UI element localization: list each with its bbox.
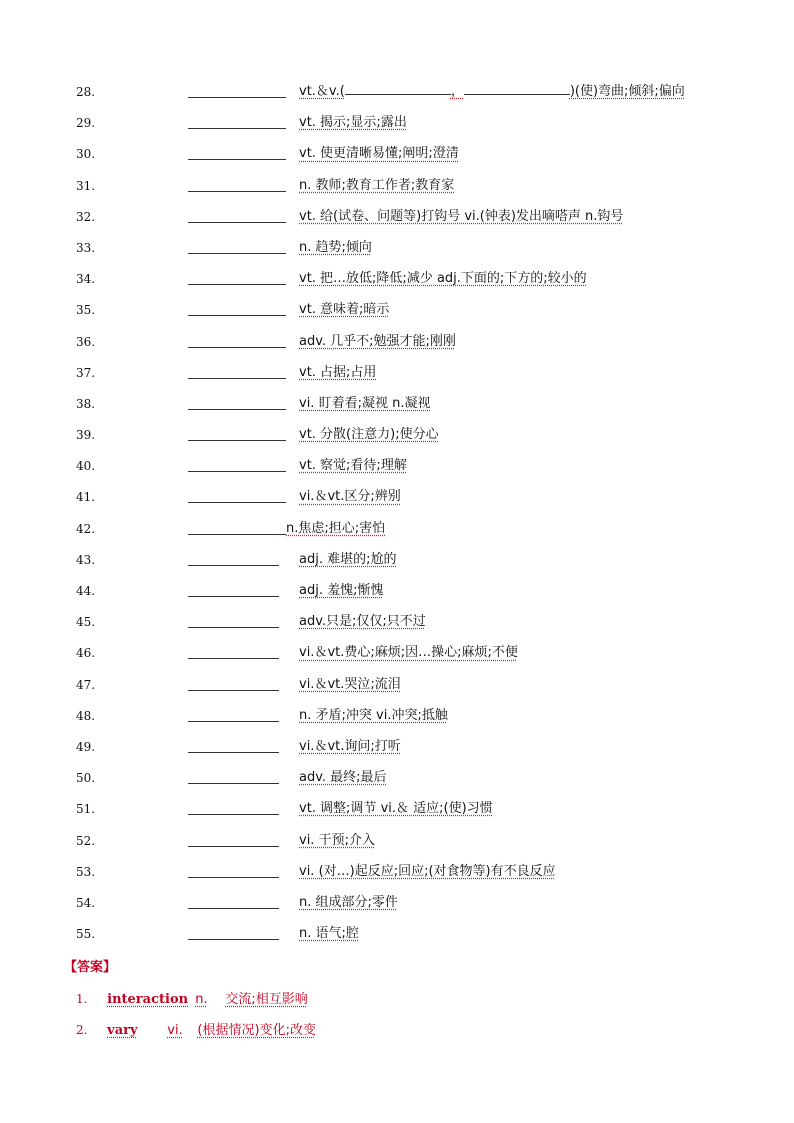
item-definition: vi. 干预;介入	[299, 832, 375, 848]
answer-blank[interactable]	[188, 222, 286, 223]
item-number: 54.	[76, 895, 96, 910]
answer-blank[interactable]	[188, 471, 286, 472]
item-definition: adv. 最终;最后	[299, 770, 387, 786]
list-item	[0, 82, 794, 113]
item-definition: vi.＆vt.区分;辨别	[299, 489, 401, 505]
item-definition: vt. 使更清晰易懂;阐明;澄清	[299, 146, 459, 162]
item-number: 34.	[76, 272, 96, 287]
answer-blank[interactable]	[188, 908, 279, 909]
item-definition: vt. 意味着;暗示	[299, 302, 390, 318]
answer-blank[interactable]	[188, 409, 286, 410]
item-definition: vi. (对…)起反应;回应;(对食物等)有不良反应	[299, 863, 556, 879]
item-definition: vt. 察觉;看待;理解	[299, 458, 407, 474]
list-item	[0, 300, 794, 331]
answer-blank[interactable]	[188, 721, 279, 722]
list-item	[0, 612, 794, 643]
item-definition: vi. 盯着看;凝视 n.凝视	[299, 395, 431, 411]
item-number: 41.	[76, 490, 96, 505]
list-item	[0, 550, 794, 581]
item-number: 35.	[76, 303, 96, 318]
list-item	[0, 799, 794, 830]
list-item	[0, 893, 794, 924]
answer-meaning: (根据情况)变化;改变	[197, 1023, 316, 1038]
list-item	[0, 363, 794, 394]
item-number: 36.	[76, 334, 96, 349]
item-number: 49.	[76, 739, 96, 754]
item-definition: adj. 羞愧;惭愧	[299, 583, 384, 598]
item-number: 29.	[76, 116, 96, 131]
answer-part-of-speech: vi.	[167, 1023, 183, 1038]
item-number: 47.	[76, 677, 96, 692]
item-definition: vt. 把…放低;降低;减少 adj.下面的;下方的;较小的	[299, 271, 587, 287]
item-definition: vt. 分散(注意力);使分心	[299, 427, 439, 443]
item-number: 45.	[76, 615, 96, 630]
item-definition: vi.＆vt.询问;打听	[299, 738, 401, 754]
item-number: 40.	[76, 459, 96, 474]
item-number: 48.	[76, 708, 96, 723]
answer-blank[interactable]	[188, 596, 279, 597]
answer-blank[interactable]	[188, 814, 279, 815]
item-definition: vi.＆vt.哭泣;流泪	[299, 676, 401, 692]
answer-blank[interactable]	[188, 97, 286, 98]
list-item	[0, 862, 794, 893]
list-item	[0, 581, 794, 612]
answer-blank[interactable]	[188, 534, 286, 535]
item-definition: vt. 调整;调节 vi.＆ 适应;(使)习惯	[299, 801, 493, 817]
item-definition: vt. 揭示;显示;露出	[299, 115, 407, 131]
list-item	[0, 643, 794, 674]
item-number: 46.	[76, 646, 96, 661]
answer-blank[interactable]	[188, 690, 279, 691]
answer-number: 2.	[76, 1023, 88, 1037]
item-number: 31.	[76, 178, 96, 193]
answer-blank[interactable]	[188, 939, 279, 940]
list-item	[0, 144, 794, 175]
answer-part-of-speech: n.	[195, 992, 208, 1007]
answer-blank[interactable]	[188, 846, 279, 847]
item-number: 33.	[76, 240, 96, 255]
list-item	[0, 487, 794, 518]
list-item	[0, 394, 794, 425]
item-definition: vt. 给(试卷、问题等)打钩号 vi.(钟表)发出嘀嗒声 n.钩号	[299, 208, 624, 224]
list-item	[0, 924, 794, 955]
item-definition: vt.＆v.( ， )(使)弯曲;倾斜;偏向	[299, 84, 685, 99]
list-item	[0, 113, 794, 144]
answer-blank[interactable]	[188, 440, 286, 441]
answer-blank[interactable]	[188, 253, 286, 254]
item-definition: n.焦虑;担心;害怕	[286, 520, 386, 536]
item-number: 51.	[76, 802, 96, 817]
list-item	[0, 269, 794, 300]
list-item	[0, 675, 794, 706]
vocabulary-list	[0, 82, 794, 955]
answer-blank[interactable]	[188, 502, 286, 503]
answer-blank[interactable]	[188, 159, 286, 160]
answer-number: 1.	[76, 992, 88, 1006]
answer-blank[interactable]	[188, 128, 286, 129]
item-definition: n. 语气;腔	[299, 926, 359, 942]
item-number: 44.	[76, 584, 96, 598]
item-definition: n. 教师;教育工作者;教育家	[299, 177, 455, 193]
answer-blank[interactable]	[188, 658, 279, 659]
item-number: 53.	[76, 864, 96, 879]
answer-blank[interactable]	[188, 191, 286, 192]
list-item	[0, 456, 794, 487]
item-definition: vi.＆vt.费心;麻烦;因…操心;麻烦;不便	[299, 645, 518, 661]
answer-blank[interactable]	[188, 627, 279, 628]
answer-blank[interactable]	[188, 284, 286, 285]
list-item	[0, 831, 794, 862]
item-number: 37.	[76, 365, 96, 380]
answer-blank[interactable]	[188, 783, 279, 784]
item-number: 52.	[76, 833, 96, 848]
item-number: 38.	[76, 396, 96, 411]
answer-blank[interactable]	[188, 347, 286, 348]
item-number: 32.	[76, 209, 96, 224]
item-number: 28.	[76, 85, 96, 99]
item-definition: n. 趋势;倾向	[299, 239, 372, 255]
answer-word: interaction	[107, 992, 189, 1007]
list-item	[0, 706, 794, 737]
answer-blank[interactable]	[188, 565, 279, 566]
answer-heading: 【答案】	[64, 960, 117, 975]
list-item	[0, 768, 794, 799]
item-definition: vt. 占据;占用	[299, 364, 377, 380]
list-item	[0, 519, 794, 550]
item-definition: adv.只是;仅仅;只不过	[299, 614, 426, 630]
item-number: 30.	[76, 147, 96, 162]
item-number: 43.	[76, 552, 96, 567]
item-definition: n. 组成部分;零件	[299, 894, 398, 910]
answer-blank[interactable]	[464, 82, 570, 95]
answer-word: vary	[107, 1023, 138, 1038]
item-number: 50.	[76, 771, 96, 786]
item-definition: adv. 几乎不;勉强才能;刚刚	[299, 333, 456, 349]
item-number: 55.	[76, 927, 96, 942]
list-item	[0, 332, 794, 363]
answer-blank[interactable]	[188, 315, 286, 316]
list-item	[0, 238, 794, 269]
answer-meaning: 交流;相互影响	[225, 992, 308, 1007]
list-item	[0, 176, 794, 207]
item-number: 39.	[76, 428, 96, 443]
item-definition: n. 矛盾;冲突 vi.冲突;抵触	[299, 707, 448, 723]
list-item	[0, 425, 794, 456]
answer-item	[76, 1019, 316, 1041]
answer-blank[interactable]	[188, 378, 286, 379]
item-number: 42.	[76, 521, 96, 536]
list-item	[0, 207, 794, 238]
answer-item	[76, 988, 308, 1010]
item-definition: adj. 难堪的;尬的	[299, 551, 397, 567]
answer-blank[interactable]	[188, 752, 279, 753]
answer-blank[interactable]	[188, 877, 279, 878]
answer-blank[interactable]	[345, 82, 451, 95]
list-item	[0, 737, 794, 768]
